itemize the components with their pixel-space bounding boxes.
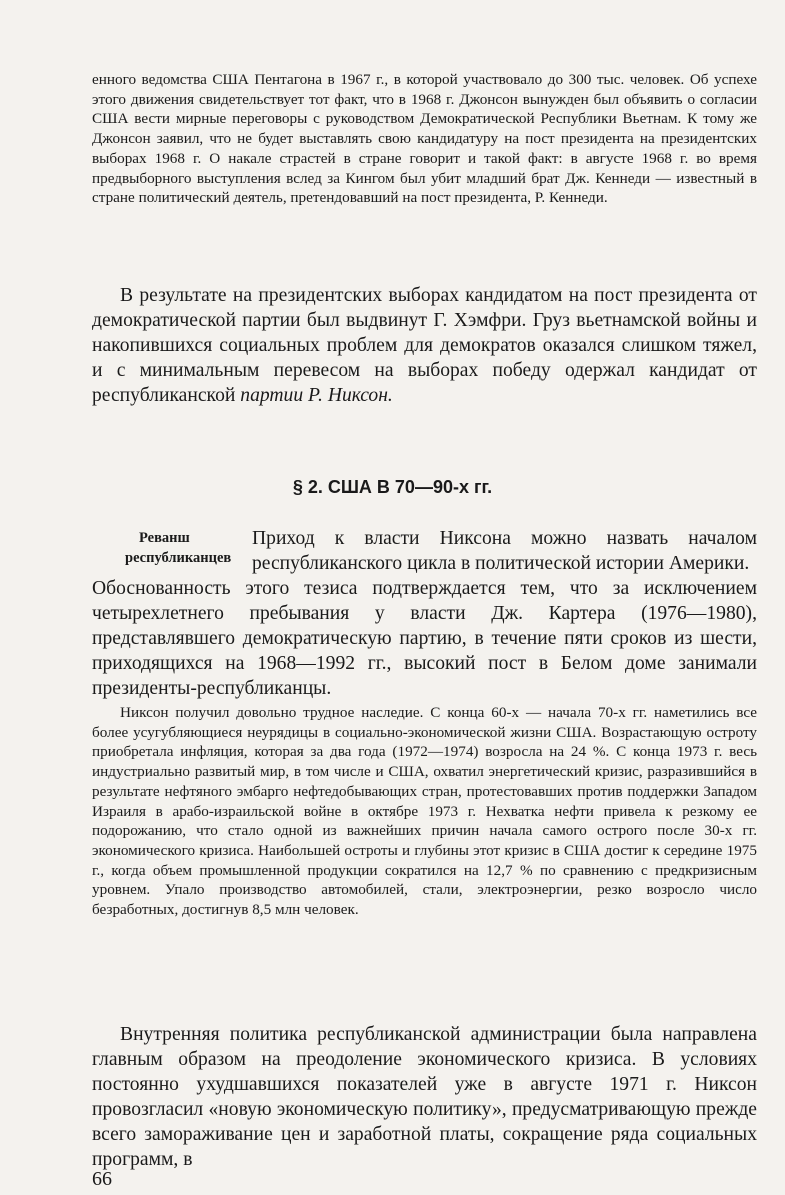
paragraph-continuation (92, 70, 757, 208)
paragraph-1: енного ведомства США Пентагона в 1967 г., в которой участвовало до 300 тыс. человек. Об успехе этого движения свидетельствует тот факт, что в 1968 г. Джонсон вынужден был объявить о согласии США вести мирные переговоры с руководством Демократической Республики Вьетнам. К тому же Джонсон заявил, что не будет выставлять свою кандидатуру на пост президента на президентских выборах 1968 г. О накале страстей в стране говорит и такой факт: в августе 1968 г. во время предвыборного выступления вслед за Кингом был убит младший брат Дж. Кеннеди — известный в стране политический деятель, претендовавший на пост президента, Р. Кеннеди. (92, 71, 757, 207)
paragraph-policy (92, 1022, 757, 1172)
margin-note-line-1: Реванш (139, 530, 190, 546)
page-number: 66 (92, 1168, 112, 1190)
paragraph-2 (92, 283, 757, 408)
paragraph-2-italic: партии Р. Никсон. (240, 385, 393, 406)
margin-note-line-2: республиканцев (125, 550, 232, 566)
section-2-intro (92, 526, 757, 701)
paragraph-2-text: В результате на президентских выборах кандидатом на пост президента от демократической партии был выдвинут Г. Хэмфри. Груз вьетнамской войны и накопившихся социальных проблем для демократов оказался слишком тяжел, и с минимальным перевесом на выборах победу одержал кандидат от республиканской (92, 285, 757, 406)
paragraph-3-rest: Обоснованность этого тезиса подтверждается тем, что за исключением четырехлетнего пребывания у власти Дж. Картера (1976—1980), представлявшего демократическую партию, в течение пяти сроков из шести, приходящихся на 1968—1992 гг., высокий пост в Белом доме занимали президенты-республиканцы. (92, 578, 757, 699)
paragraph-3-start: Приход к власти Никсона можно назвать началом республиканского цикла в политической истории Америки. (252, 528, 757, 574)
paragraph-crisis (92, 703, 757, 920)
paragraph-5: Внутренняя политика республиканской администрации была направлена главным образом на преодоление экономического кризиса. В условиях постоянно ухудшавшихся показателей уже в августе 1971 г. Никсон провозгласил «новую экономическую политику», предусматривающую прежде всего замораживание цен и заработной платы, сокращение ряда социальных программ, в (92, 1024, 757, 1170)
paragraph-4: Никсон получил довольно трудное наследие. С конца 60-х — начала 70-х гг. наметились все более усугубляющиеся неурядицы в социально-экономической жизни США. Возрастающую остроту приобретала инфляция, которая за два года (1972—1974) возросла на 24 %. С конца 1973 г. весь индустриально развитый мир, в том числе и США, охватил энергетический кризис, разразившийся в результате нефтяного эмбарго нефтедобывающих стран, протестовавших против поддержки Западом Израиля в арабо-израильской войне в октябре 1973 г. Нехватка нефти привела к резкому ее подорожанию, что стало одной из важнейших причин начала самого острого после 30-х гг. экономического кризиса. Наибольшей остроты и глубины этот кризис в США достиг к середине 1975 г., когда объем промышленной продукции сократился на 12,7 % по сравнению с предкризисным уровнем. Упало производство автомобилей, стали, электроэнергии, резко возросло число безработных, достигнув 8,5 млн человек. (92, 704, 757, 919)
paragraph-election (92, 283, 757, 408)
section-heading: § 2. США В 70—90-х гг. (292, 477, 493, 497)
